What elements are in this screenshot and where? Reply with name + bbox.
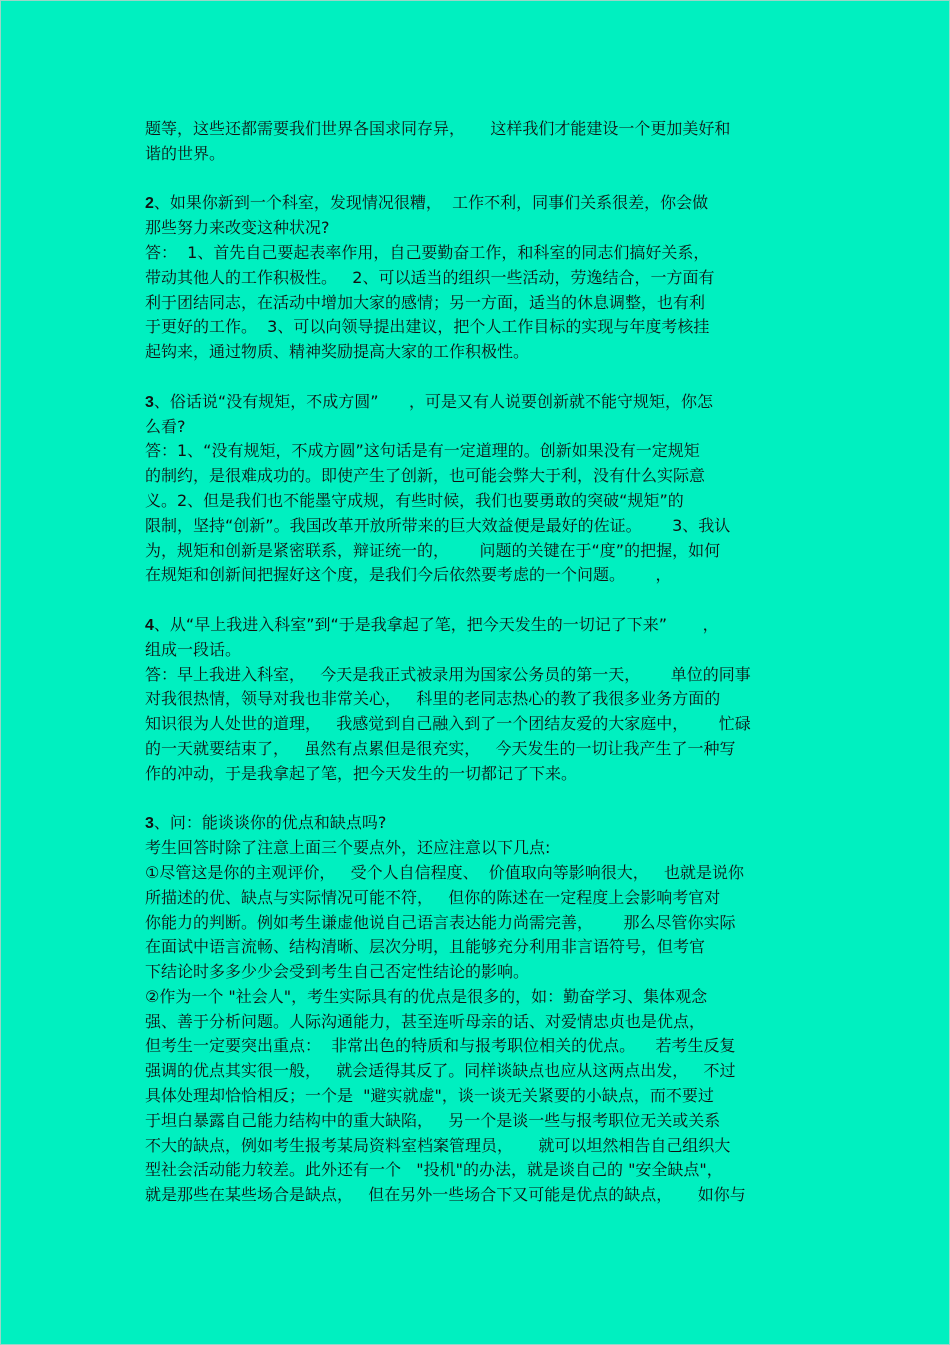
text-line: 组成一段话。 <box>145 639 242 659</box>
text-line: 在规矩和创新间把握好这个度，是我们今后依然要考虑的一个问题。 ， <box>145 565 672 585</box>
question-number: 3 <box>145 393 154 411</box>
text-line: 但考生一定要突出重点： 非常出色的特质和与报考职位相关的优点。 若考生反复 <box>145 1036 736 1056</box>
text-line: ②作为一个 "社会人"，考生实际具有的优点是很多的，如：勤奋学习、集体观念 <box>145 986 708 1006</box>
text-line: 的制约，是很难成功的。即使产生了创新，也可能会弊大于利，没有什么实际意 <box>145 466 706 486</box>
text-line: 强、善于分析问题。人际沟通能力，甚至连听母亲的话、对爱情忠贞也是优点， <box>145 1011 706 1031</box>
question-3 <box>145 390 809 588</box>
text-line: 具体处理却恰恰相反；一个是 "避实就虚"，谈一谈无关紧要的小缺点，而不要过 <box>145 1086 714 1106</box>
question-3-strengths-weaknesses <box>145 811 809 1208</box>
text-line: 你能力的判断。例如考生谦虚他说自己语言表达能力尚需完善， 那么尽管你实际 <box>145 912 736 932</box>
question-number: 3 <box>145 815 154 833</box>
question-heading <box>145 613 809 638</box>
text-line: 那些努力来改变这种状况? <box>145 218 330 238</box>
text-line: 、问：能谈谈你的优点和缺点吗? <box>153 813 387 833</box>
text-line: 答： 1、首先自己要起表率作用，自己要勤奋工作，和科室的同志们搞好关系， <box>145 242 710 262</box>
text-line: 于坦白暴露自己能力结构中的重大缺陷， 另一个是谈一些与报考职位无关或关系 <box>145 1110 721 1130</box>
question-heading <box>145 191 809 216</box>
text-line: 型社会活动能力较差。此外还有一个 "投机"的办法，就是谈自己的 "安全缺点"， <box>145 1160 723 1180</box>
question-2 <box>145 191 809 365</box>
question-heading <box>145 811 809 836</box>
text-line: 答：早上我进入科室， 今天是我正式被录用为国家公务员的第一天， 单位的同事 <box>145 664 751 684</box>
text-line: 对我很热情，领导对我也非常关心， 科里的老同志热心的教了我很多业务方面的 <box>145 689 721 709</box>
question-heading <box>145 390 809 415</box>
text-line: 的一天就要结束了， 虽然有点累但是很充实， 今天发生的一切让我产生了一种写 <box>145 738 736 758</box>
text-line: 于更好的工作。 3、可以向领导提出建议，把个人工作目标的实现与年度考核挂 <box>145 317 710 337</box>
text-line: 、从“早上我进入科室”到“于是我拿起了笔，把今天发生的一切记了下来” ， <box>153 614 719 634</box>
text-line: 带动其他人的工作积极性。 2、可以适当的组织一些活动，劳逸结合，一方面有 <box>145 267 715 287</box>
question-number: 2 <box>145 195 154 213</box>
text-line: 就是那些在某些场合是缺点， 但在另外一些场合下又可能是优点的缺点， 如你与 <box>145 1185 746 1205</box>
document-body <box>145 117 809 1233</box>
text-line: 强调的优点其实很一般， 就会适得其反了。同样谈缺点也应从这两点出发， 不过 <box>145 1061 736 1081</box>
text-line: 在面试中语言流畅、结构清晰、层次分明，且能够充分利用非言语符号，但考官 <box>145 937 706 957</box>
text-line: 义。2、但是我们也不能墨守成规，有些时候，我们也要勇敢的突破“规矩”的 <box>145 490 684 510</box>
text-line: 不大的缺点，例如考生报考某局资料室档案管理员， 就可以坦然相告自己组织大 <box>145 1135 731 1155</box>
paragraph-intro <box>145 117 809 167</box>
text-line: 知识很为人处世的道理， 我感觉到自己融入到了一个团结友爱的大家庭中， 忙碌 <box>145 714 751 734</box>
text-line: 起钩来，通过物质、精神奖励提高大家的工作积极性。 <box>145 342 530 362</box>
text-line: 下结论时多多少少会受到考生自己否定性结论的影响。 <box>145 962 530 982</box>
question-4 <box>145 613 809 787</box>
text-line: 考生回答时除了注意上面三个要点外，还应注意以下几点: <box>145 838 551 858</box>
text-line: 么看? <box>145 416 186 436</box>
text-line: 谐的世界。 <box>145 143 226 163</box>
text-line: 限制，坚持“创新”。我国改革开放所带来的巨大效益便是最好的佐证。 3、我认 <box>145 515 731 535</box>
text-line: ①尽管这是你的主观评价， 受个人自信程度、 价值取向等影响很大， 也就是说你 <box>145 862 745 882</box>
text-line: 作的冲动，于是我拿起了笔，把今天发生的一切都记了下来。 <box>145 763 578 783</box>
text-line: 为，规矩和创新是紧密联系，辩证统一的， 问题的关键在于“度”的把握，如何 <box>145 540 721 560</box>
text-line: 所描述的优、缺点与实际情况可能不符， 但你的陈述在一定程度上会影响考官对 <box>145 887 721 907</box>
text-line: 、如果你新到一个科室，发现情况很糟， 工作不利，同事们关系很差，你会做 <box>153 193 709 213</box>
text-line: 、俗话说“没有规矩，不成方圆” ，可是又有人说要创新就不能守规矩，你怎 <box>153 391 714 411</box>
question-number: 4 <box>145 616 154 634</box>
text-line: 题等，这些还都需要我们世界各国求同存异， 这样我们才能建设一个更加美好和 <box>145 119 731 138</box>
text-line: 答：1、“没有规矩，不成方圆”这句话是有一定道理的。创新如果没有一定规矩 <box>145 441 700 461</box>
text-line: 利于团结同志，在活动中增加大家的感情；另一方面，适当的休息调整，也有利 <box>145 292 706 312</box>
